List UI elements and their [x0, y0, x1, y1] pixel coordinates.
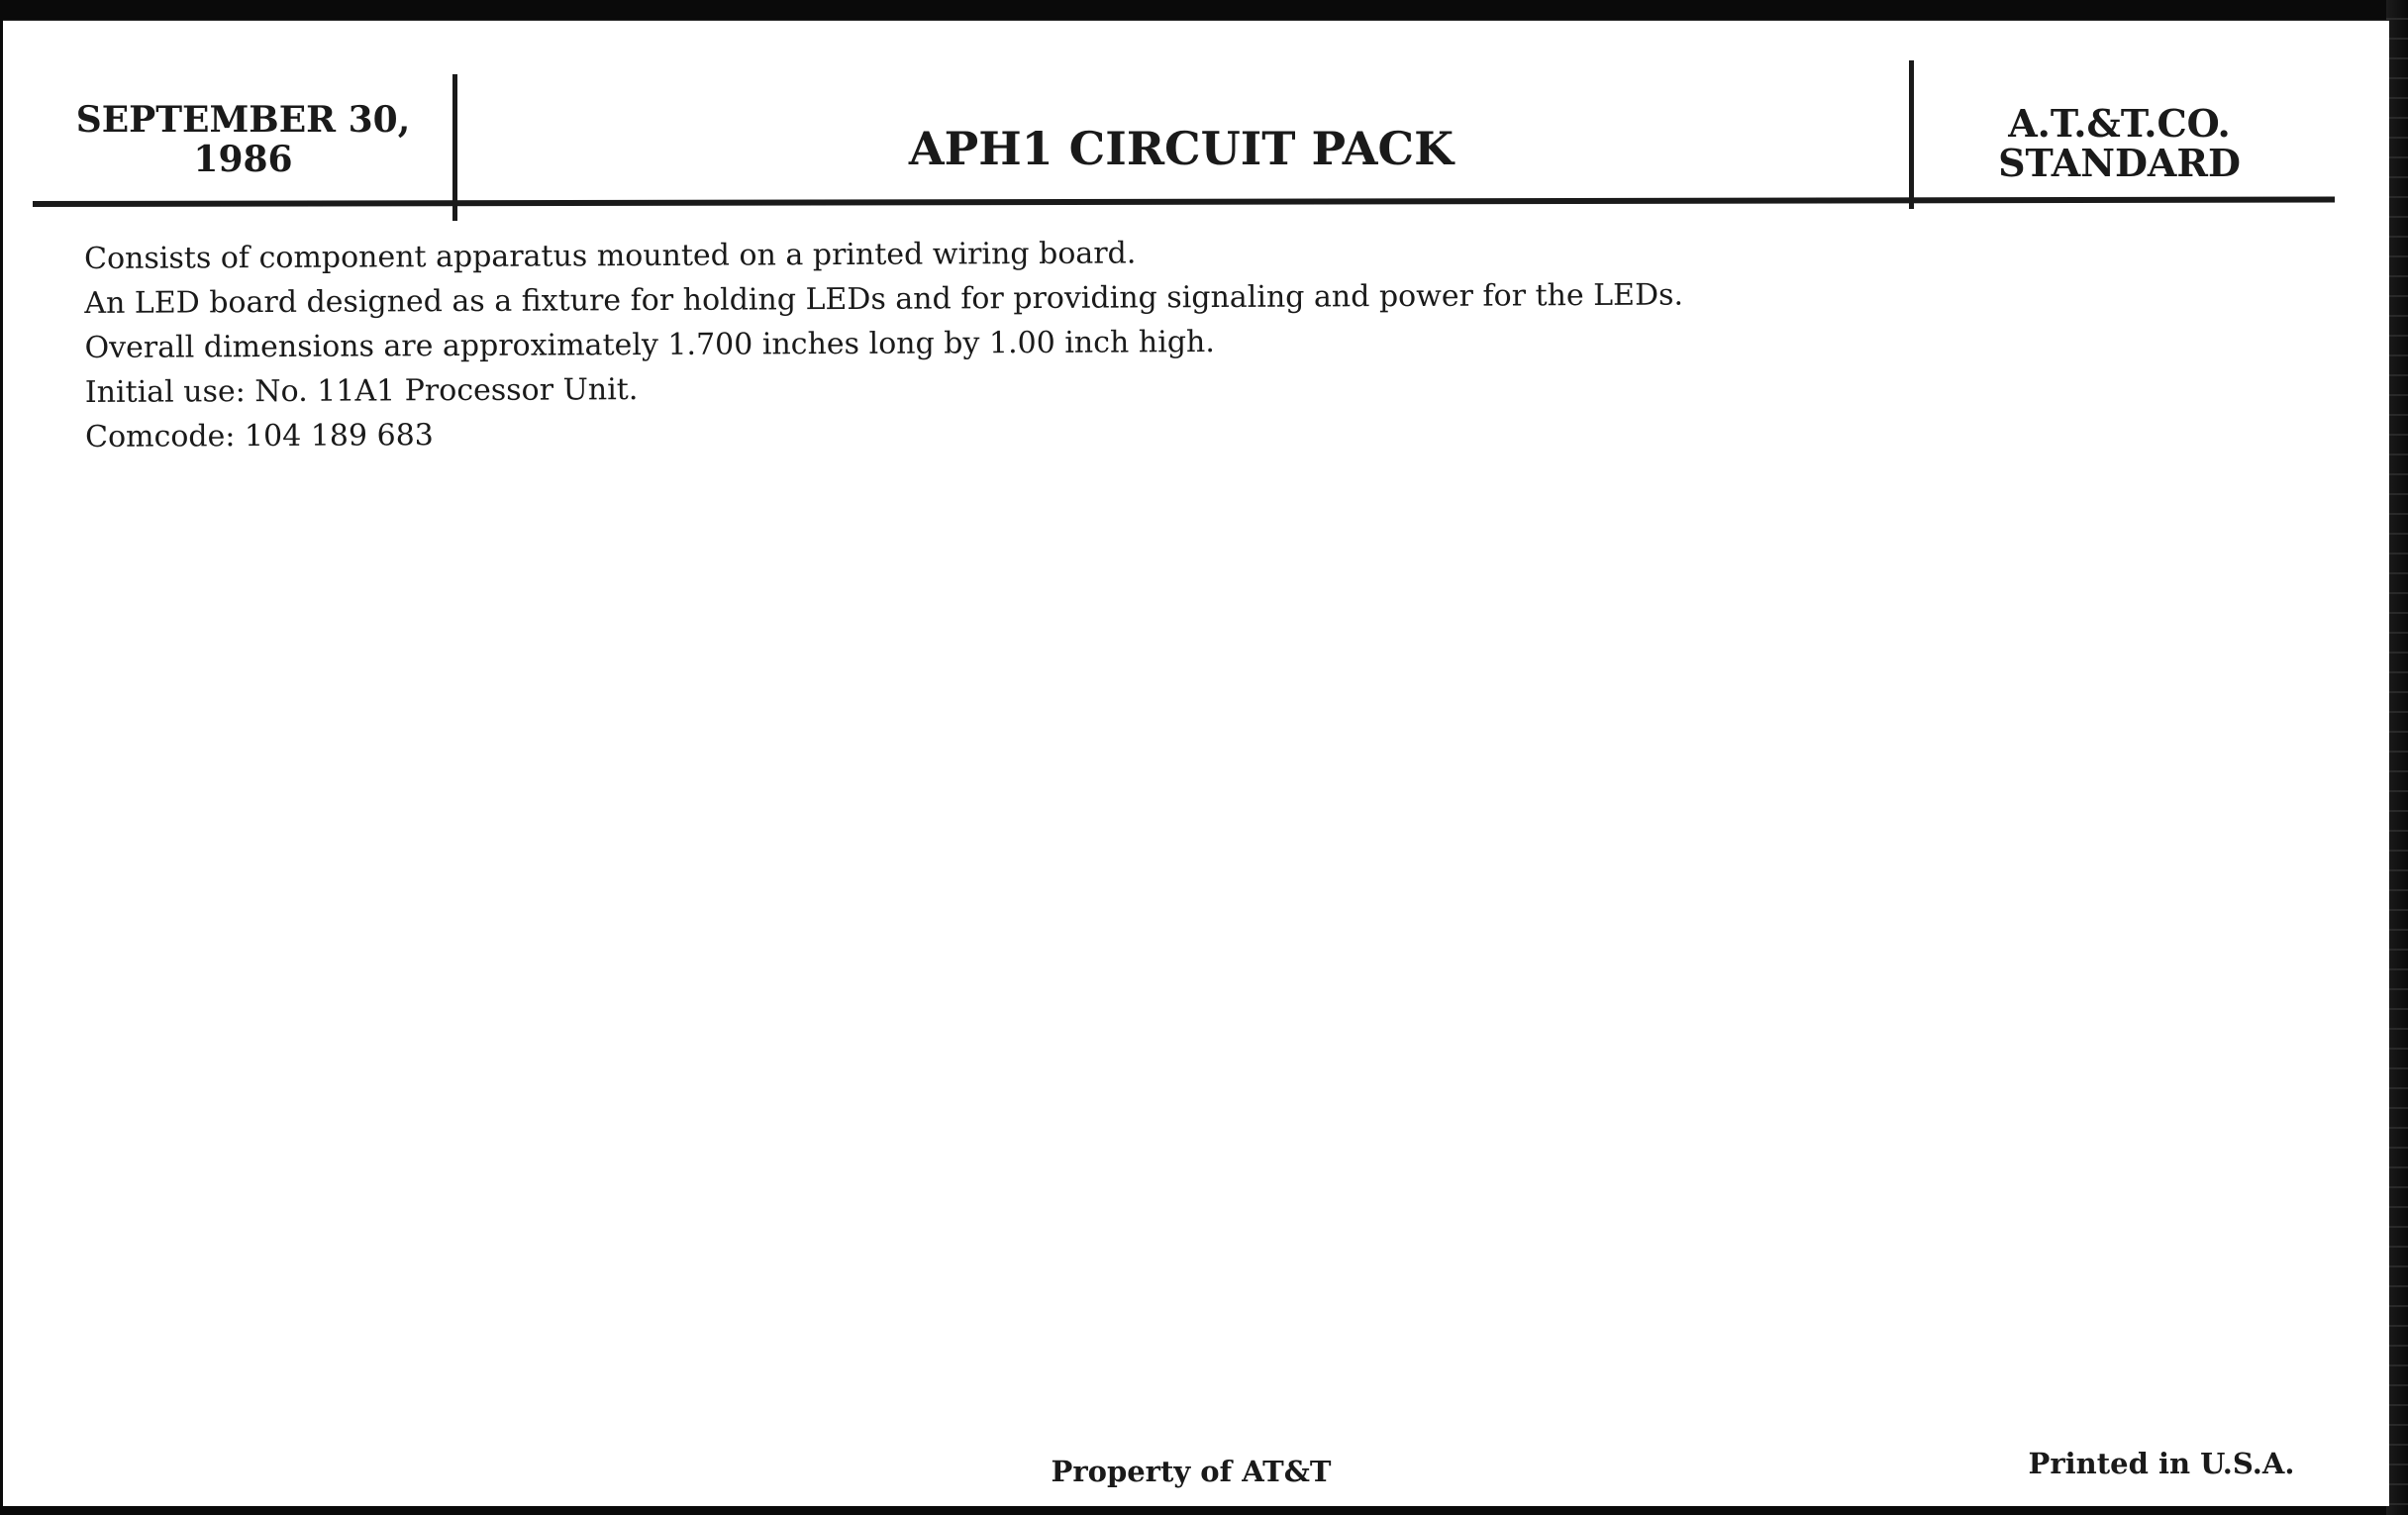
header-standard-line2: STANDARD [1998, 141, 2241, 185]
header-date-line1: SEPTEMBER 30, [75, 99, 411, 141]
header-divider-right [1909, 60, 1914, 209]
footer-printed: Printed in U.S.A. [2028, 1447, 2295, 1480]
footer-property: Property of AT&T [1051, 1455, 1332, 1488]
header-standard-line1: A.T.&T.CO. [2008, 101, 2231, 146]
scan-edge-marks [2386, 0, 2408, 1515]
header-date-line2: 1986 [193, 139, 293, 180]
header-date [43, 100, 444, 179]
header-rule [33, 197, 2335, 207]
body-line: Initial use: No. 11A1 Processor Unit. [84, 372, 639, 410]
document-title: APH1 CIRCUIT PACK [908, 122, 1455, 175]
body-line: Comcode: 104 189 683 [84, 418, 434, 454]
header-divider-left [452, 74, 457, 221]
body-line: Overall dimensions are approximately 1.700 inches long by 1.00 inch high. [84, 325, 1215, 365]
body-line: Consists of component apparatus mounted on a printed wiring board. [84, 236, 1137, 276]
body-line: An LED board designed as a fixture for holding LEDs and for providing signaling and power for the LEDs. [84, 277, 1684, 321]
document-card [3, 20, 2389, 1506]
document-body [84, 228, 1867, 459]
header-standard [1919, 101, 2320, 185]
